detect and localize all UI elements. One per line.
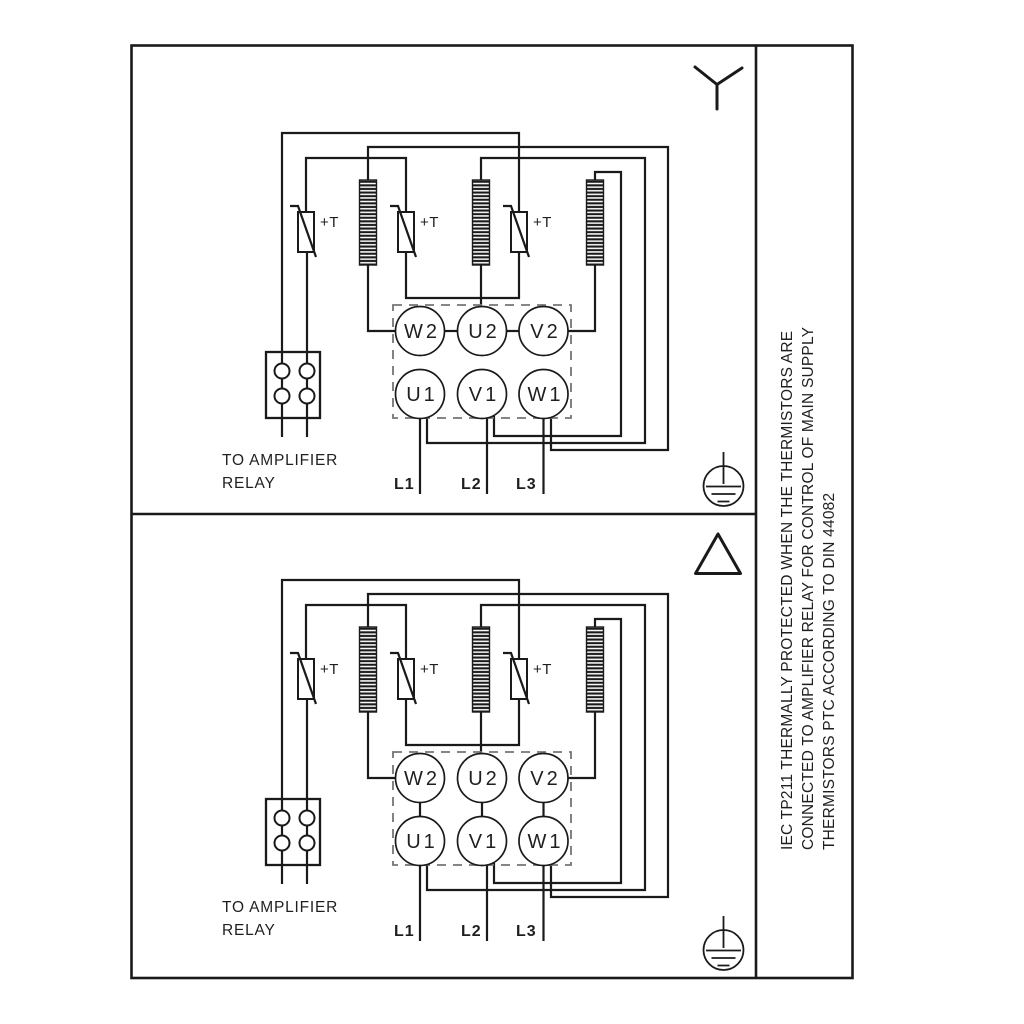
- winding-coil-3: [587, 180, 604, 265]
- terminal-v1: [458, 370, 507, 419]
- thermistor-symbol-1: [290, 206, 316, 257]
- relay-caption-line1: TO AMPLIFIER: [222, 899, 339, 916]
- earth-ground-icon-bottom: [704, 916, 744, 970]
- delta-symbol-icon: [696, 534, 741, 574]
- relay-box-outline: [266, 352, 320, 418]
- relay-box-outline: [266, 799, 320, 865]
- thermistor-label: +T: [420, 214, 439, 231]
- terminal-label: W1: [527, 831, 564, 853]
- thermistor2-to-3-bottom-link: [406, 698, 519, 745]
- terminal-label: V2: [530, 321, 561, 343]
- relay-caption-line2: RELAY: [222, 475, 276, 492]
- supply-label-l3: L3: [516, 923, 537, 940]
- sidebar-note-line2: CONNECTED TO AMPLIFIER RELAY FOR CONTROL OF MAIN SUPPLY: [800, 326, 817, 850]
- terminal-label: U2: [468, 768, 500, 790]
- relay-node: [300, 389, 315, 404]
- supply-label-l1: L1: [394, 923, 415, 940]
- winding3-bottom-to-V2-wire: [568, 263, 595, 331]
- thermistor1-to-2-top-link: [306, 158, 406, 213]
- terminal-label: U2: [468, 321, 500, 343]
- sidebar-note-line1: IEC TP211 THERMALLY PROTECTED WHEN THE THERMISTORS ARE: [779, 330, 796, 850]
- terminal-w2: [396, 307, 445, 356]
- terminal-v2: [519, 754, 568, 803]
- winding-coil-2: [473, 180, 490, 265]
- thermistor-symbol-1: [290, 653, 316, 704]
- supply-label-l3: L3: [516, 476, 537, 493]
- thermistor-label: +T: [533, 661, 552, 678]
- terminal-w1: [519, 817, 568, 866]
- thermistor-label: +T: [420, 661, 439, 678]
- relay-node: [275, 836, 290, 851]
- terminal-u1: [396, 817, 445, 866]
- supply-label-l1: L1: [394, 476, 415, 493]
- terminal-label: W2: [404, 768, 440, 790]
- sidebar-note-line3: THERMISTORS PTC ACCORDING TO DIN 44082: [821, 492, 838, 850]
- relay-node: [275, 389, 290, 404]
- winding1-bottom-to-W2-wire: [368, 710, 396, 778]
- terminal-label: U1: [406, 831, 438, 853]
- amplifier-relay-box: [266, 799, 320, 865]
- terminal-u2: [458, 754, 507, 803]
- thermistor-symbol-3: [503, 653, 529, 704]
- winding1-bottom-to-W2-wire: [368, 263, 396, 331]
- relay-node: [300, 364, 315, 379]
- terminal-u2: [458, 307, 507, 356]
- amplifier-relay-box: [266, 352, 320, 418]
- terminal-w2: [396, 754, 445, 803]
- terminal-label: V1: [468, 831, 500, 853]
- terminal-label: V1: [468, 384, 500, 406]
- terminal-label: U1: [406, 384, 438, 406]
- winding-coil-1: [360, 180, 377, 265]
- relay-caption-line1: TO AMPLIFIER: [222, 452, 339, 469]
- thermistor-symbol-2: [390, 206, 416, 257]
- terminal-label: V2: [530, 768, 561, 790]
- terminal-label: W2: [404, 321, 440, 343]
- terminal-v1: [458, 817, 507, 866]
- sidebar-note: [779, 327, 838, 850]
- winding-coil-2: [473, 627, 490, 712]
- earth-ground-icon-top: [704, 452, 744, 506]
- panel-star: [222, 133, 668, 494]
- terminal-label: W1: [527, 384, 564, 406]
- relay-node: [300, 811, 315, 826]
- thermistor2-to-3-bottom-link: [406, 251, 519, 298]
- thermistor-label: +T: [320, 214, 339, 231]
- relay-node: [275, 811, 290, 826]
- terminal-u1: [396, 370, 445, 419]
- panel-delta: [222, 580, 668, 941]
- relay-node: [275, 364, 290, 379]
- supply-label-l2: L2: [461, 923, 482, 940]
- winding-coil-3: [587, 627, 604, 712]
- thermistor1-to-2-top-link: [306, 605, 406, 660]
- thermistor-label: +T: [320, 661, 339, 678]
- terminal-v2: [519, 307, 568, 356]
- relay-caption-line2: RELAY: [222, 922, 276, 939]
- winding3-bottom-to-V2-wire: [568, 710, 595, 778]
- supply-label-l2: L2: [461, 476, 482, 493]
- thermistor-label: +T: [533, 214, 552, 231]
- wye-star-symbol-icon: [695, 67, 742, 109]
- winding-coil-1: [360, 627, 377, 712]
- thermistor-symbol-3: [503, 206, 529, 257]
- relay-node: [300, 836, 315, 851]
- thermistor-symbol-2: [390, 653, 416, 704]
- terminal-w1: [519, 370, 568, 419]
